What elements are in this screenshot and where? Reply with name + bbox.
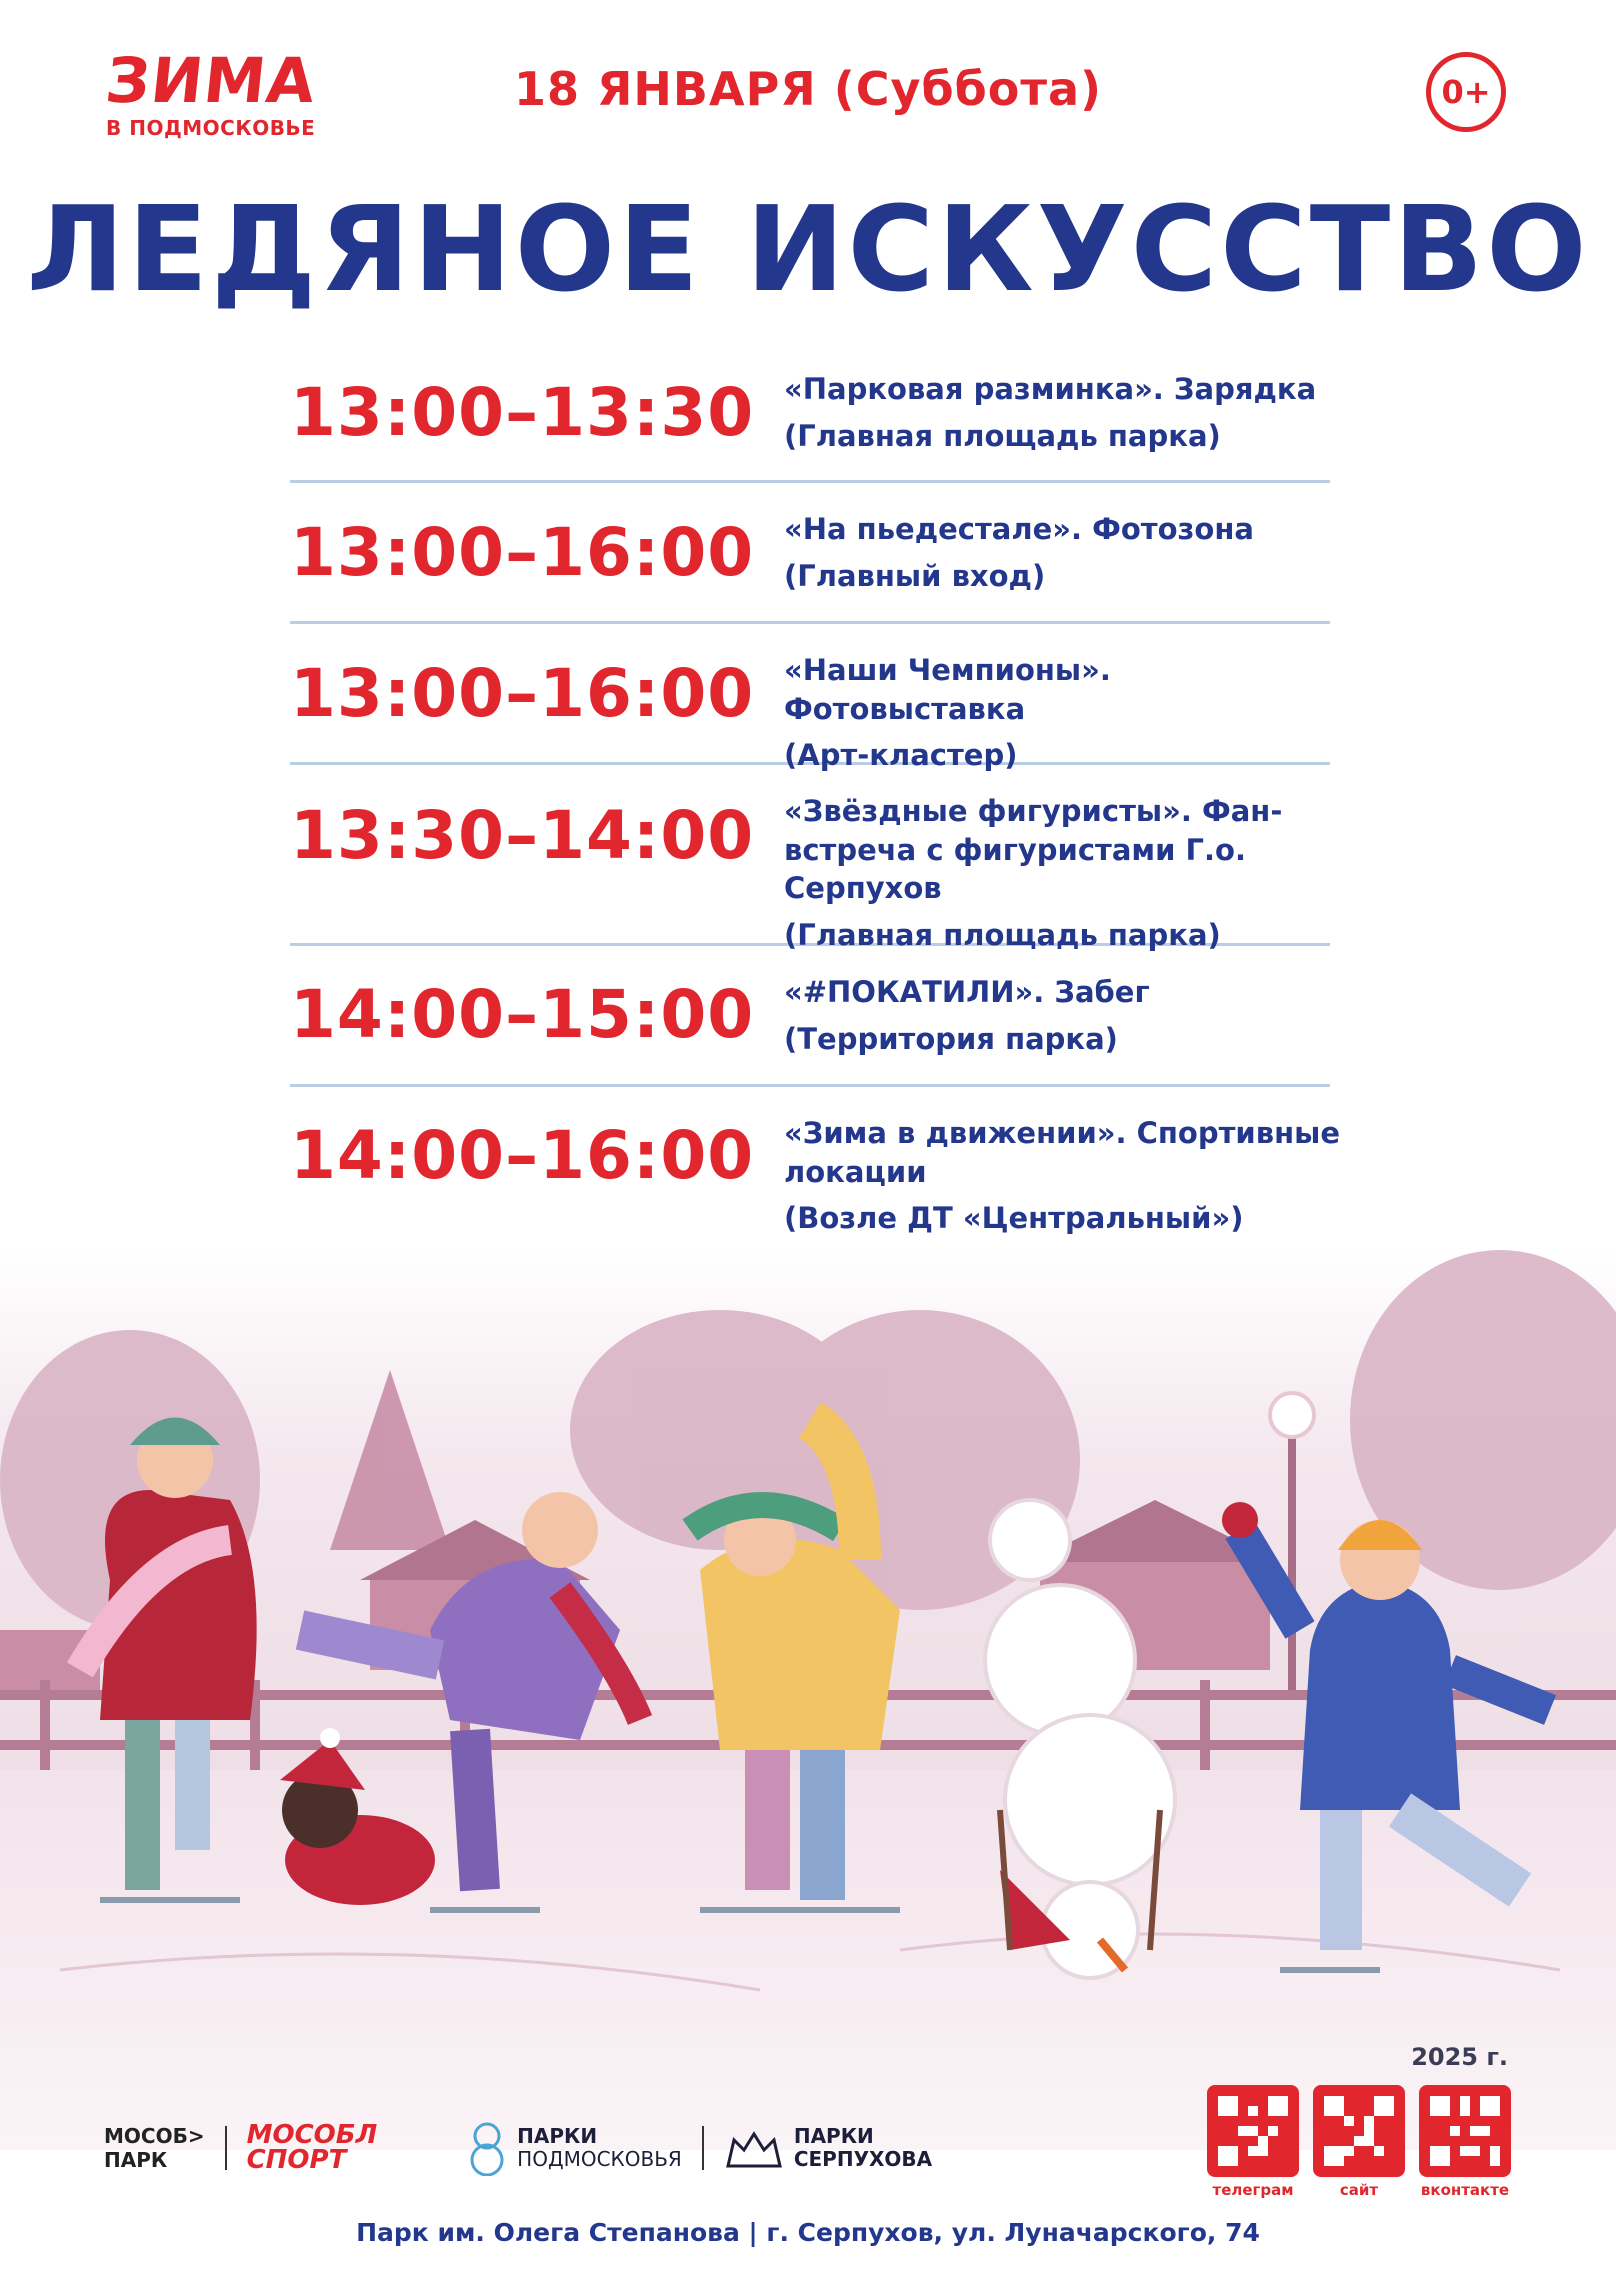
event-name: «На пьедестале». Фотозона: [784, 512, 1254, 546]
schedule-item: [290, 624, 1330, 773]
parks-mr-line2: ПОДМОСКОВЬЯ: [517, 2147, 682, 2171]
qr-vkontakte[interactable]: [1419, 2085, 1511, 2199]
event-name: «Зима в движении». Спортивные локации: [784, 1116, 1341, 1189]
parks-serpukhov-logo: [724, 2125, 932, 2171]
parks-serp-line2: СЕРПУХОВА: [793, 2147, 933, 2171]
event-info: [784, 483, 1330, 595]
mosobl-park-logo: [104, 2124, 205, 2172]
event-location: (Главная площадь парка): [784, 917, 1221, 952]
qr-code-icon[interactable]: [1419, 2085, 1511, 2177]
event-info: [784, 765, 1330, 954]
qr-code-icon[interactable]: [1313, 2085, 1405, 2177]
qr-codes: [1207, 2085, 1511, 2199]
event-location: (Главный вход): [784, 558, 1046, 593]
qr-label: вконтакте: [1420, 2181, 1510, 2199]
mosobl-sport-logo: [246, 2120, 378, 2175]
qr-website[interactable]: [1313, 2085, 1405, 2199]
venue-address: Парк им. Олега Степанова | г. Серпухов, ул. Луначарского, 74: [356, 2218, 1260, 2247]
event-location: (Главная площадь парка): [784, 418, 1221, 453]
mosobl-park-line1: МОСОБ>: [104, 2124, 205, 2148]
event-name: «#ПОКАТИЛИ». Забег: [784, 975, 1150, 1009]
event-info: [784, 350, 1330, 455]
event-time: 14:00–16:00: [290, 1117, 755, 1194]
logo-divider: [225, 2126, 227, 2170]
event-time: 13:00–16:00: [290, 514, 755, 591]
schedule-item: [290, 483, 1330, 621]
schedule-list: [290, 350, 1341, 1406]
snowflake-mascot-icon: [467, 2120, 507, 2176]
event-name: «Наши Чемпионы». Фотовыставка: [784, 653, 1111, 726]
event-time: 13:00–16:00: [290, 655, 755, 732]
mosobl-sport-line1: МОСОБЛ: [246, 2120, 378, 2151]
parks-mr-line1: ПАРКИ: [517, 2124, 598, 2148]
qr-code-icon[interactable]: [1207, 2085, 1299, 2177]
event-time: 13:00–13:30: [290, 374, 755, 451]
year-label: 2025 г.: [1411, 2043, 1508, 2071]
event-location: (Арт-кластер): [784, 738, 1018, 773]
qr-label: сайт: [1339, 2181, 1379, 2199]
page-title: ЛЕДЯНОЕ ИСКУССТВО: [26, 180, 1590, 318]
event-info: [784, 1087, 1344, 1238]
event-location: (Возле ДТ «Центральный»): [784, 1201, 1244, 1236]
schedule-item: [290, 946, 1330, 1084]
schedule-item: [290, 765, 1330, 952]
brand-sub-text: В ПОДМОСКОВЬЕ: [106, 116, 316, 140]
serpukhov-park-icon: [724, 2126, 784, 2170]
brand-main-text: ЗИМА: [102, 44, 320, 117]
schedule-item: [290, 1087, 1341, 1265]
winter-skating-illustration: [0, 1250, 1616, 2150]
qr-telegram[interactable]: [1207, 2085, 1299, 2199]
event-info: [784, 946, 1330, 1058]
mosobl-park-line2: ПАРК: [104, 2148, 168, 2172]
schedule-item: [290, 350, 1330, 453]
event-name: «Звёздные фигуристы». Фан-встреча с фигуристами Г.о. Серпухов: [784, 794, 1283, 906]
event-time: 14:00–15:00: [290, 976, 755, 1053]
event-time: 13:30–14:00: [290, 797, 755, 874]
qr-label: телеграм: [1212, 2181, 1294, 2199]
event-date: 18 ЯНВАРЯ (Суббота): [513, 62, 1103, 116]
parks-moscow-region-logo: [467, 2120, 682, 2176]
logo-divider: [702, 2126, 704, 2170]
event-name: «Парковая разминка». Зарядка: [784, 372, 1317, 406]
event-info: [784, 624, 1330, 775]
event-location: (Территория парка): [784, 1021, 1118, 1056]
age-rating-badge: 0+: [1426, 52, 1506, 132]
parks-serp-line1: ПАРКИ: [793, 2124, 874, 2148]
partner-logos: [104, 2120, 932, 2176]
mosobl-sport-line2: СПОРТ: [246, 2145, 347, 2175]
